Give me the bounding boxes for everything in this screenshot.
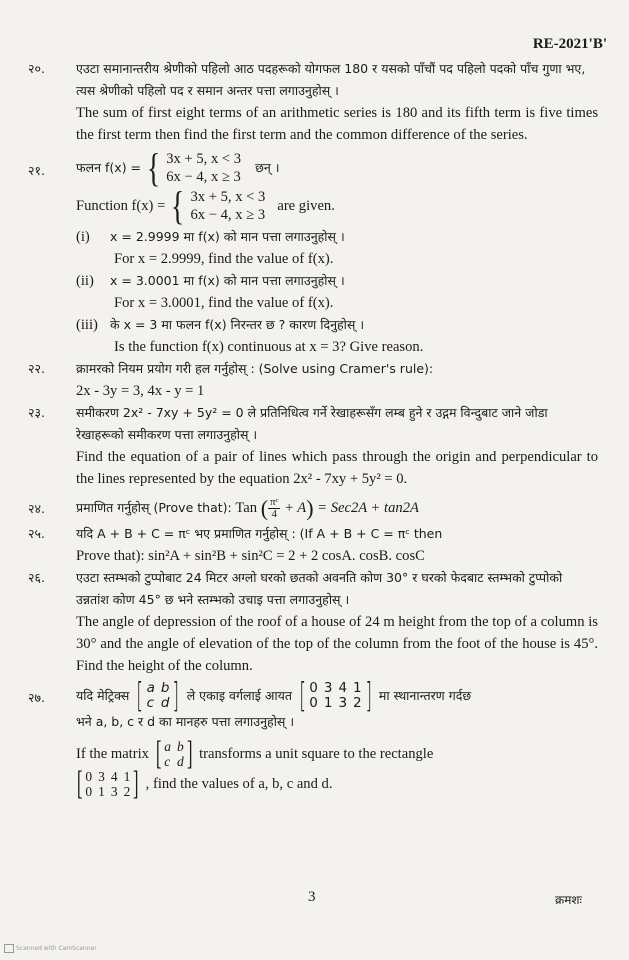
question-text-nepali: समीकरण 2x² - 7xy + 5y² = 0 ले प्रतिनिधित्व गर्ने रेखाहरूसँग लम्ब हुने र उद्गम विन्दुबाट जाने जोडा रेखाहरूको समीकरण पत्ता लगाउनुहोस् । [76, 405, 548, 442]
matrix-cell: c [146, 694, 155, 711]
scanner-watermark [4, 944, 97, 953]
sub-text-nepali: के x = 3 मा फलन f(x) निरन्तर छ ? कारण दिनुहोस् । [110, 317, 365, 332]
matrix-cell: 3 [323, 679, 333, 696]
matrix-cell: b [160, 679, 170, 696]
cases [191, 188, 266, 224]
question-number: २७. [28, 689, 45, 705]
matrix-cell: 3 [98, 768, 105, 784]
question-text-english: The angle of depression of the roof of a house of 24 m height from the top of a column is 30° and the angle of elevation of the top of the column from the foot of the house is 45°. Find the height of the column. [76, 613, 598, 674]
matrix-cell: 4 [338, 679, 348, 696]
equations: 2x - 3y = 3, 4x - y = 1 [76, 383, 205, 399]
fraction-top: πᶜ [270, 496, 279, 509]
piecewise-nepali [76, 145, 598, 190]
question-text-nepali: एउटा स्तम्भको टुप्पोबाट 24 मिटर अग्लो घरको छतको अवनति कोण 30° र घरको फेदबाट स्तम्भको टुप्पोको उन्नतांश कोण 45° छ भने स्तम्भको उचाइ पत्ता लगाउनुहोस् । [76, 569, 563, 607]
piecewise-english [76, 183, 598, 228]
question-26 [28, 567, 598, 677]
text-fragment: मा स्थानान्तरण गर्दछ [378, 687, 472, 703]
matrix-cell: b [177, 738, 184, 754]
fraction-bottom: 4 [271, 508, 277, 521]
watermark-text: Scanned with CamScanner [16, 945, 97, 952]
case-2: 6x − 4, x ≥ 3 [190, 207, 266, 223]
question-line-1: यदि A + B + C = πᶜ भए प्रमाणित गर्नुहोस् : (If A + B + C = πᶜ then [76, 525, 443, 541]
question-number: २२. [28, 361, 45, 376]
question-text-english: The sum of first eight terms of an arithmetic series is 180 and its fifth term is five times the first term then find the first term and the common difference of the series. [76, 105, 598, 143]
case-2: 6x − 4, x ≥ 3 [166, 169, 241, 185]
sub-text-english: For x = 3.0001, find the value of f(x). [114, 295, 334, 311]
continued-label: क्रमशः [555, 893, 582, 907]
cases [166, 150, 241, 186]
matrix-cell: 2 [123, 783, 131, 799]
question-text [76, 494, 598, 523]
matrix-cell: 3 [110, 783, 118, 799]
matrix-cell: 1 [323, 694, 333, 711]
matrix-cell: 1 [123, 768, 131, 784]
case-1: 3x + 5, x < 3 [190, 189, 266, 205]
sub-text-nepali: x = 3.0001 मा f(x) को मान पत्ता लगाउनुहोस् । [110, 273, 345, 288]
question-number: २४. [28, 501, 45, 516]
fraction [268, 497, 280, 520]
camscanner-logo-icon [4, 944, 14, 953]
sub-number: (ii) [76, 273, 94, 289]
question-number: २६. [28, 569, 45, 585]
matrix-cell: a [164, 738, 172, 754]
question-text-english: Find the equation of a pair of lines which pass through the origin and perpendicular to the lines represented by the equation 2x² - 7xy + 5y² = 0. [76, 449, 598, 487]
function-label: Function f(x) = [76, 198, 166, 214]
text-fragment: transforms a unit square to the rectangle [199, 745, 434, 762]
question-nepali-line-1 [76, 675, 598, 716]
paper-code: RE-2021'B' [532, 36, 607, 52]
right-paren: ) [306, 495, 314, 521]
question-text-nepali: एउटा समानान्तरीय श्रेणीको पहिलो आठ पदहरूको योगफल 180 र यसको पाँचौं पद पहिलो पदको पाँच गुणा भए, त्यस श्रेणीको पहिलो पद र समान अन्तर पत्ता लगाउनुहोस् । [76, 61, 586, 98]
tan-label: Tan [235, 500, 258, 516]
left-paren: ( [260, 495, 269, 521]
sub-number: (i) [76, 229, 90, 245]
question-text: क्रामरको नियम प्रयोग गरी हल गर्नुहोस् : (Solve using Cramer's rule): [76, 361, 434, 376]
matrix-cell: 3 [338, 694, 348, 711]
matrix-cell: 4 [110, 768, 118, 784]
question-number: २५. [28, 525, 45, 541]
matrix-cell: 0 [85, 768, 93, 784]
text-fragment: If the matrix [76, 745, 149, 762]
identity-rhs: = Sec2A + tan2A [317, 500, 419, 516]
question-24 [28, 494, 598, 523]
matrix-abcd: [ a b c d ] [136, 675, 180, 716]
matrix-cell: d [177, 753, 184, 769]
question-21 [28, 145, 598, 358]
matrix-rectangle: [ 0 3 4 1 0 1 3 2 ] [76, 764, 139, 802]
brace-icon: { [146, 145, 161, 190]
question-27 [28, 675, 598, 802]
sub-question [76, 314, 598, 358]
question-english-line-1 [76, 734, 598, 772]
case-1: 3x + 5, x < 3 [166, 151, 242, 167]
question-25 [28, 523, 598, 567]
matrix-cell: 0 [309, 679, 318, 696]
question-20 [28, 58, 598, 146]
text-fragment: , find the values of a, b, c and d. [145, 775, 333, 792]
matrix-rectangle: [ 0 3 4 1 0 1 3 2 ] [299, 675, 372, 716]
question-23 [28, 402, 598, 490]
prove-label: प्रमाणित गर्नुहोस् (Prove that): [76, 500, 232, 515]
question-nepali-line-2: भने a, b, c र d का मानहरु पत्ता लगाउनुहोस् । [76, 713, 295, 729]
question-number: २१. [28, 163, 45, 178]
question-number: २०. [28, 61, 45, 76]
sub-text-english: Is the function f(x) continuous at x = 3? Give reason. [114, 339, 424, 355]
sub-text-nepali: x = 2.9999 मा f(x) को मान पत्ता लगाउनुहोस् । [110, 229, 345, 244]
matrix-cell: a [146, 679, 155, 696]
sub-number: (iii) [76, 317, 98, 333]
sub-question [76, 270, 598, 314]
sub-question [76, 226, 598, 270]
matrix-cell: 1 [98, 783, 105, 799]
page-number: 3 [308, 889, 316, 905]
matrix-abcd: [ a b c d ] [155, 734, 193, 772]
matrix-cell: d [160, 694, 170, 711]
question-line-2: Prove that): sin²A + sin²B + sin²C = 2 + 2 cosA. cosB. cosC [76, 547, 425, 564]
matrix-cell: 0 [85, 783, 93, 799]
matrix-cell: 1 [353, 679, 362, 696]
function-label: फलन f(x) = [76, 160, 142, 175]
sub-questions [76, 226, 598, 358]
matrix-cell: c [164, 753, 171, 769]
text-fragment: यदि मेट्रिक्स [76, 687, 130, 703]
brace-icon: { [171, 183, 185, 228]
text-fragment: ले एकाइ वर्गलाई आयत [186, 687, 292, 703]
sub-text-english: For x = 2.9999, find the value of f(x). [114, 251, 334, 267]
function-suffix: छन् । [255, 160, 280, 175]
question-list [28, 58, 598, 802]
question-22 [28, 358, 598, 402]
question-number: २३. [28, 405, 45, 420]
question-english-line-2 [70, 764, 598, 802]
matrix-cell: 2 [353, 694, 362, 711]
matrix-cell: 0 [309, 694, 318, 711]
plus-a: + A [284, 500, 307, 516]
function-suffix: are given. [277, 198, 335, 214]
